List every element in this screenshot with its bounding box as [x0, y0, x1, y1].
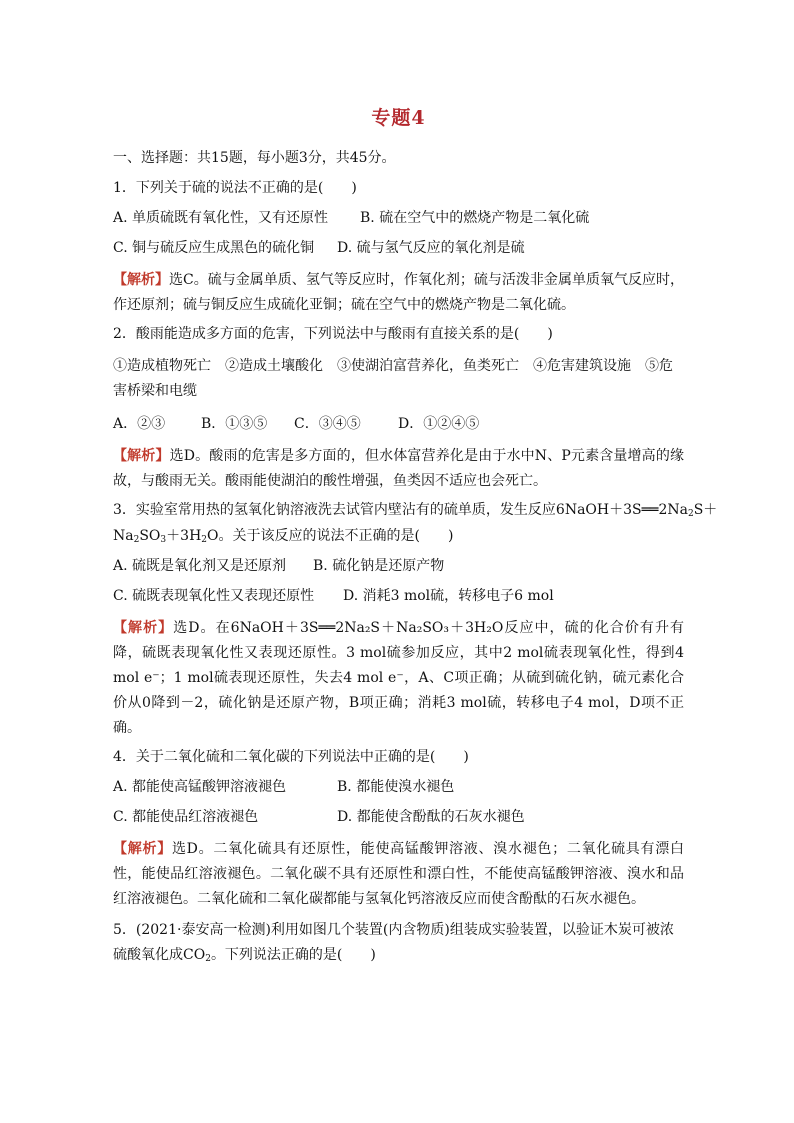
- section-heading: 一、选择题：共15题，每小题3分，共45分。: [113, 150, 396, 166]
- analysis-tag: 【解析】: [113, 620, 174, 636]
- q3-option-b: B. 硫化钠是还原产物: [313, 558, 445, 574]
- q4-option-c: C. 都能使品红溶液褪色: [113, 809, 259, 825]
- q1-option-c: C. 铜与硫反应生成黑色的硫化铜: [113, 240, 315, 256]
- analysis-tag: 【解析】: [113, 448, 170, 464]
- subscript: 3: [160, 535, 167, 545]
- q1-option-d: D. 硫与氢气反应的氧化剂是硫: [337, 240, 525, 256]
- q1-option-b: B. 硫在空气中的燃烧产物是二氧化硫: [360, 210, 590, 226]
- question-3-stem-line2: [113, 526, 684, 546]
- q2-option-b: B．①③⑤: [201, 416, 268, 432]
- q4-analysis-text: 选D。二氧化硫具有还原性，能使高锰酸钾溶液、溴水褪色；二氧化硫具有漂白性，能使品红溶液褪色。二氧化碳不具有还原性和漂白性，不能使高锰酸钾溶液、溴水和品红溶液褪色。二氧化硫和二氧化碳都能与氢氧化钙溶液反应而使含酚酞的石灰水褪色。: [113, 841, 685, 907]
- subscript: 2: [687, 509, 694, 519]
- analysis-tag: 【解析】: [113, 841, 172, 857]
- subscript: 2: [133, 535, 140, 545]
- q5-stem-text: 。下列说法正确的是( ): [210, 947, 376, 963]
- q3-stem-text: SO: [139, 528, 161, 544]
- q3-option-a: A. 硫既是氧化剂又是还原剂: [113, 558, 287, 574]
- q3-stem-text: ＋3H: [166, 528, 202, 544]
- question-1-options-cd: [113, 238, 684, 258]
- q3-analysis: [113, 616, 684, 741]
- q3-option-c: C. 硫既表现氧化性又表现还原性: [113, 588, 315, 604]
- question-4-stem: 4．关于二氧化硫和二氧化碳的下列说法中正确的是( ): [113, 749, 469, 765]
- question-2-options: [113, 414, 684, 434]
- q1-analysis-text: 选C。硫与金属单质、氢气等反应时，作氧化剂；硫与活泼非金属单质氧气反应时，作还原剂；硫与铜反应生成硫化亚铜；硫在空气中的燃烧产物是二氧化硫。: [113, 272, 684, 313]
- question-2-items: ①造成植物死亡 ②造成土壤酸化 ③使湖泊富营养化，鱼类死亡 ④危害建筑设施 ⑤危害桥梁和电缆: [113, 358, 673, 399]
- question-3-stem-line1: [113, 500, 718, 520]
- q2-option-c: C．③④⑤: [294, 416, 361, 432]
- subscript: 2: [205, 954, 211, 964]
- q4-option-b: B. 都能使溴水褪色: [337, 779, 455, 795]
- q3-option-d: D. 消耗3 mol硫，转移电子6 mol: [343, 588, 554, 604]
- q4-option-d: D. 都能使含酚酞的石灰水褪色: [337, 809, 525, 825]
- q1-option-a: A. 单质硫既有氧化性，又有还原性: [113, 210, 329, 226]
- question-4-options-ab: [113, 777, 684, 797]
- q5-stem-text: 5．(2021·泰安高一检测)利用如图几个装置(内含物质)组装成实验装置，以验证木炭可被浓硫酸氧化成CO: [113, 922, 674, 963]
- q4-analysis: [113, 837, 684, 912]
- subscript: 2: [201, 535, 208, 545]
- q3-stem-text: Na: [113, 528, 134, 544]
- analysis-tag: 【解析】: [113, 272, 170, 288]
- question-5-stem: [113, 918, 684, 968]
- q4-option-a: A. 都能使高锰酸钾溶液褪色: [113, 779, 287, 795]
- q2-option-a: A．②③: [113, 416, 166, 432]
- question-1-stem: 1．下列关于硫的说法不正确的是( ): [113, 180, 357, 196]
- q2-analysis-text: 选D。酸雨的危害是多方面的，但水体富营养化是由于水中N、P元素含量增高的缘故，与酸雨无关。酸雨能使湖泊的酸性增强，鱼类因不适应也会死亡。: [113, 448, 684, 489]
- q3-stem-text: 3．实验室常用热的氢氧化钠溶液洗去试管内壁沾有的硫单质，发生反应6NaOH＋3S══2Na: [113, 502, 688, 518]
- q2-analysis: [113, 444, 684, 494]
- q3-analysis-text: 选D。在6NaOH＋3S══2Na₂S＋Na₂SO₃＋3H₂O反应中，硫的化合价有升有降，硫既表现氧化性又表现还原性。3 mol硫参加反应，其中2 mol硫表现氧化性，得到4 mol e⁻；1 mol硫表现还原性，失去4 mol e⁻，A、C项正确；从硫到硫化钠，硫元素化合价从0降到－2，硫化钠是还原产物，B项正确；消耗3 mol硫，转移电子4 mol，D项不正确。: [113, 620, 684, 736]
- question-4-options-cd: [113, 807, 684, 827]
- q2-option-d: D．①②④⑤: [398, 416, 480, 432]
- question-3-options-ab: [113, 556, 684, 576]
- question-1-options-ab: [113, 208, 684, 228]
- question-3-options-cd: [113, 586, 684, 606]
- q3-stem-text: O。关于该反应的说法不正确的是( ): [207, 528, 454, 544]
- question-2-stem: 2．酸雨能造成多方面的危害，下列说法中与酸雨有直接关系的是( ): [113, 326, 553, 342]
- q3-stem-text: S＋: [693, 502, 718, 518]
- q1-analysis: [113, 268, 684, 318]
- page-title: 专题4: [371, 107, 426, 129]
